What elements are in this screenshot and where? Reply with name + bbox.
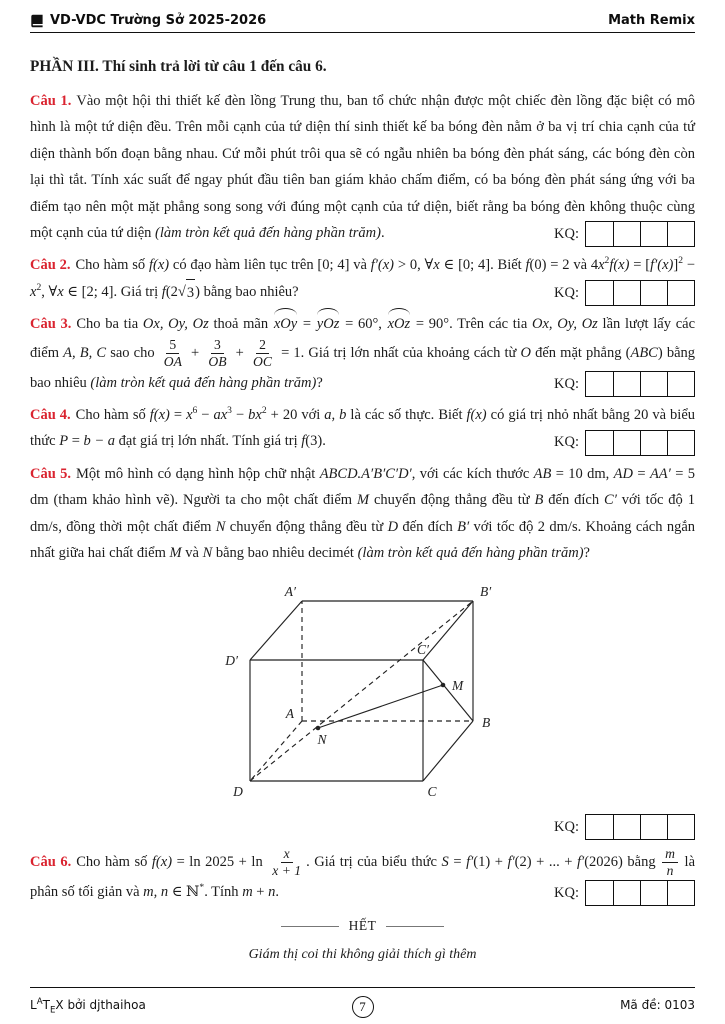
question-6-answer (554, 880, 695, 906)
question-3-answer (554, 371, 695, 397)
proctor-note: Giám thị coi thi không giải thích gì thêm (248, 947, 477, 962)
divider-line (386, 926, 444, 927)
question-1-label: Câu 1. (30, 93, 72, 109)
question-4 (30, 402, 695, 456)
question-2-label: Câu 2. (30, 257, 71, 274)
point-N-dot (315, 726, 320, 731)
header-brand (30, 13, 266, 28)
kq-cell (613, 372, 640, 396)
kq-cell (586, 372, 613, 396)
question-3-body: Cho ba tia Ox, Oy, Oz thoả mãn xOy = yOz = 60°, xOz = 90°. Trên các tia Ox, Oy, Oz lần lượt lấy các điểm A, B, C sao cho $\frac{5}{OA}$ + $\frac{3}{OB}$ + $\frac{2}{OC}$ = 1. Giá trị lớn nhất của khoảng cách từ O đến mặt phẳng (ABC) bằng bao nhiêu (làm tròn kết quả đến hàng phần trăm)? (30, 316, 695, 391)
question-5-label: Câu 5. (30, 465, 72, 482)
section-title: PHẦN III. Thí sinh trả lời từ câu 1 đến câu 6. (30, 58, 327, 75)
kq-cell (667, 222, 694, 246)
point-M-dot (440, 683, 445, 688)
vertex-label-d: D (232, 784, 243, 800)
latex-credit: $L^AT_EX$ bởi djthaihoa (30, 997, 146, 1016)
point-label-m: M (451, 678, 463, 694)
kq-cell (640, 372, 667, 396)
kq-cell (667, 431, 694, 455)
kq-cells (585, 880, 695, 906)
kq-cell (667, 372, 694, 396)
question-4-answer (554, 429, 695, 455)
question-6-text (30, 846, 695, 905)
question-4-label: Câu 4. (30, 407, 71, 424)
end-divider (30, 918, 695, 934)
kq-cell (640, 431, 667, 455)
kq-cell (613, 881, 640, 905)
page-header (30, 0, 695, 33)
kq-cell (667, 881, 694, 905)
kq-cell (613, 431, 640, 455)
question-5-text (30, 461, 695, 567)
question-4-body: Cho hàm số $f(x) = x^6 - ax^3 - bx^2 + 20$ với a, b là các số thực. Biết f(x) có giá trị nhỏ nhất bằng 20 và biểu thức P = b − a đạt giá trị lớn nhất. Tính giá trị f(3). (30, 405, 696, 450)
vertex-label-a: A (285, 706, 294, 722)
vertex-label-b-prime: B′ (479, 584, 491, 600)
exam-code: Mã đề: 0103 (620, 998, 695, 1012)
point-label-n: N (316, 732, 327, 748)
question-6 (30, 846, 695, 906)
question-2-text (30, 252, 695, 306)
kq-cell (586, 881, 613, 905)
kq-label: KQ: (554, 225, 579, 242)
question-3-label: Câu 3. (30, 316, 72, 332)
kq-cells (585, 371, 695, 397)
kq-cell (613, 222, 640, 246)
kq-cell (640, 815, 667, 839)
kq-cell (640, 281, 667, 305)
question-5 (30, 461, 695, 841)
exam-content (0, 58, 725, 963)
book-icon (30, 14, 44, 28)
question-2 (30, 252, 695, 306)
kq-label: KQ: (554, 434, 579, 451)
vertex-label-d-prime: D′ (224, 653, 238, 669)
header-right: Math Remix (608, 13, 695, 28)
question-2-body: Cho hàm số f(x) có đạo hàm liên tục trên [0; 4] và f′(x) > 0, ∀x ∈ [0; 4]. Biết f(0) = 2 và $4x^2f(x) = [f'(x)]^2 - x^2$, ∀x ∈ [2; 4]. Giá trị f(2 √ 3 ) bằng bao nhiêu? (30, 257, 695, 299)
question-2-answer (554, 280, 695, 306)
kq-cell (640, 222, 667, 246)
kq-label: KQ: (554, 284, 579, 301)
kq-cells (585, 221, 695, 247)
question-5-body: Một mô hình có dạng hình hộp chữ nhật ABCD.A′B′C′D′, với các kích thước AB = 10 dm, AD = AA′ = 5 dm (tham khảo hình vẽ). Người ta cho một chất điểm M chuyển động thẳng đều từ B đến đích C′ với tốc độ 1 dm/s, đồng thời một chất điểm N chuyển động thẳng đều từ D đến đích B′ với tốc độ 2 dm/s. Khoảng cách ngắn nhất giữa hai chất điểm M và N bằng bao nhiêu decimét (làm tròn kết quả đến hàng phần trăm)? (30, 465, 696, 561)
end-label: HẾT (348, 918, 377, 933)
question-3 (30, 311, 695, 397)
question-1-text (30, 88, 695, 246)
kq-cell (586, 815, 613, 839)
question-5-answer (554, 814, 695, 840)
kq-cell (613, 281, 640, 305)
question-1-body: Vào một hội thi thiết kế đèn lồng Trung thu, ban tổ chức nhận được một chiếc đèn lồng đặc biệt có mô hình là một tứ diện đều. Trên mỗi cạnh của tứ diện thí sinh thiết kế ba bóng đèn nằm ở ba vị trí chia cạnh của tứ diện thành bốn đoạn bằng nhau. Cứ mỗi phút trôi qua sẽ có ngẫu nhiên ba bóng đèn phát sáng, các bóng đèn còn lại thì tắt. Tính xác suất để ngay phút đầu tiên ban giám khảo chấm điểm, có ba bóng đèn phát sáng ứng với ba điểm tạo nên một mặt phẳng song song với đúng một cạnh của tứ diện, biết rằng ba bóng đèn không thuộc cùng một cạnh của tứ diện (làm tròn kết quả đến hàng phần trăm). (30, 93, 695, 241)
kq-cell (613, 815, 640, 839)
question-5-answer-row (30, 814, 695, 840)
kq-cell (640, 881, 667, 905)
question-6-label: Câu 6. (30, 853, 72, 870)
header-title: VD-VDC Trường Sở 2025-2026 (50, 13, 267, 28)
kq-cells (585, 430, 695, 456)
kq-cell (667, 815, 694, 839)
kq-cell (586, 431, 613, 455)
vertex-label-a-prime: A′ (284, 584, 296, 600)
page-footer (30, 987, 695, 1016)
question-6-body: Cho hàm số f(x) = ln 2025 + ln $\frac{x}{x + 1}$ . Giá trị của biểu thức S = f′(1) + f′(2) + ... + f′(2026) bằng $\frac{m}{n}$ là phân số tối giản và m, n ∈ ℕ*. Tính m + n. (30, 846, 696, 900)
kq-cell (586, 281, 613, 305)
kq-label: KQ: (554, 818, 579, 835)
kq-label: KQ: (554, 884, 579, 901)
question-1-answer (554, 221, 695, 247)
kq-cells (585, 814, 695, 840)
question-4-text (30, 402, 695, 455)
divider-line (281, 926, 339, 927)
vertex-label-b: B (481, 715, 490, 731)
vertex-label-c-prime: C′ (416, 642, 429, 658)
question-1 (30, 88, 695, 247)
vertex-label-c: C (426, 784, 437, 800)
question-3-text (30, 311, 695, 396)
kq-label: KQ: (554, 375, 579, 392)
kq-cells (585, 280, 695, 306)
kq-cell (586, 222, 613, 246)
page-number: 7 (352, 996, 374, 1018)
kq-cell (667, 281, 694, 305)
box-figure-svg (180, 572, 546, 810)
figure-box (30, 572, 695, 810)
